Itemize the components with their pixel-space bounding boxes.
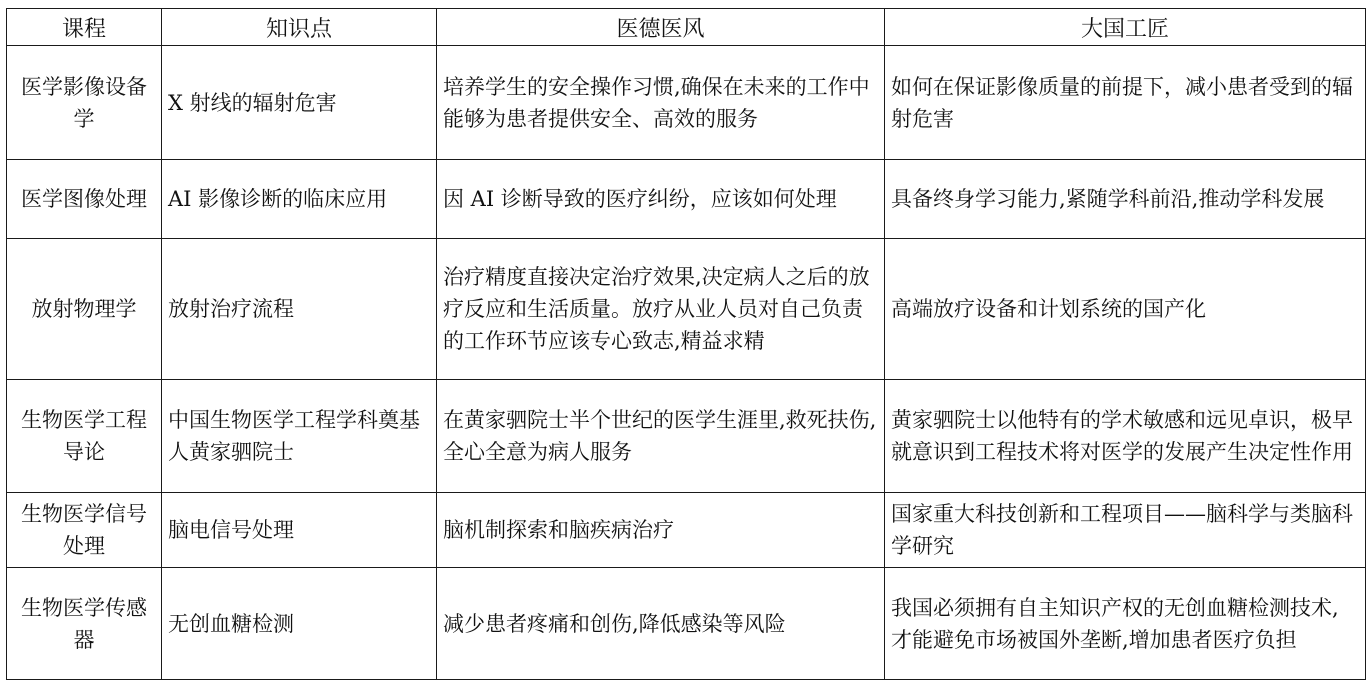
course-cell: 放射物理学: [7, 239, 162, 380]
table-row: [7, 493, 1366, 568]
knowledge-cell: AI 影像诊断的临床应用: [162, 160, 437, 239]
craftsman-cell: 国家重大科技创新和工程项目——脑科学与类脑科学研究: [885, 493, 1366, 568]
table-row: [7, 568, 1366, 680]
header-knowledge: 知识点: [162, 9, 437, 46]
table-row: [7, 239, 1366, 380]
ethics-cell: 脑机制探索和脑疾病治疗: [437, 493, 885, 568]
knowledge-cell: 无创血糖检测: [162, 568, 437, 680]
ethics-cell: 在黄家驷院士半个世纪的医学生涯里,救死扶伤,全心全意为病人服务: [437, 380, 885, 493]
craftsman-cell: 高端放疗设备和计划系统的国产化: [885, 239, 1366, 380]
course-cell: 生物医学工程导论: [7, 380, 162, 493]
header-course: 课程: [7, 9, 162, 46]
table-row: [7, 380, 1366, 493]
course-ethics-table: [6, 8, 1366, 680]
craftsman-cell: 具备终身学习能力,紧随学科前沿,推动学科发展: [885, 160, 1366, 239]
table-row: [7, 46, 1366, 160]
header-row: [7, 9, 1366, 46]
craftsman-cell: 黄家驷院士以他特有的学术敏感和远见卓识，极早就意识到工程技术将对医学的发展产生决定性作用: [885, 380, 1366, 493]
knowledge-cell: 放射治疗流程: [162, 239, 437, 380]
knowledge-cell: X 射线的辐射危害: [162, 46, 437, 160]
course-cell: 医学影像设备学: [7, 46, 162, 160]
header-craftsman: 大国工匠: [885, 9, 1366, 46]
knowledge-cell: 脑电信号处理: [162, 493, 437, 568]
course-cell: 生物医学传感器: [7, 568, 162, 680]
ethics-cell: 减少患者疼痛和创伤,降低感染等风险: [437, 568, 885, 680]
ethics-cell: 治疗精度直接决定治疗效果,决定病人之后的放疗反应和生活质量。放疗从业人员对自己负责的工作环节应该专心致志,精益求精: [437, 239, 885, 380]
knowledge-cell: 中国生物医学工程学科奠基人黄家驷院士: [162, 380, 437, 493]
ethics-cell: 因 AI 诊断导致的医疗纠纷，应该如何处理: [437, 160, 885, 239]
header-ethics: 医德医风: [437, 9, 885, 46]
craftsman-cell: 如何在保证影像质量的前提下，减小患者受到的辐射危害: [885, 46, 1366, 160]
course-cell: 医学图像处理: [7, 160, 162, 239]
table-row: [7, 160, 1366, 239]
ethics-cell: 培养学生的安全操作习惯,确保在未来的工作中能够为患者提供安全、高效的服务: [437, 46, 885, 160]
course-cell: 生物医学信号处理: [7, 493, 162, 568]
craftsman-cell: 我国必须拥有自主知识产权的无创血糖检测技术,才能避免市场被国外垄断,增加患者医疗负担: [885, 568, 1366, 680]
